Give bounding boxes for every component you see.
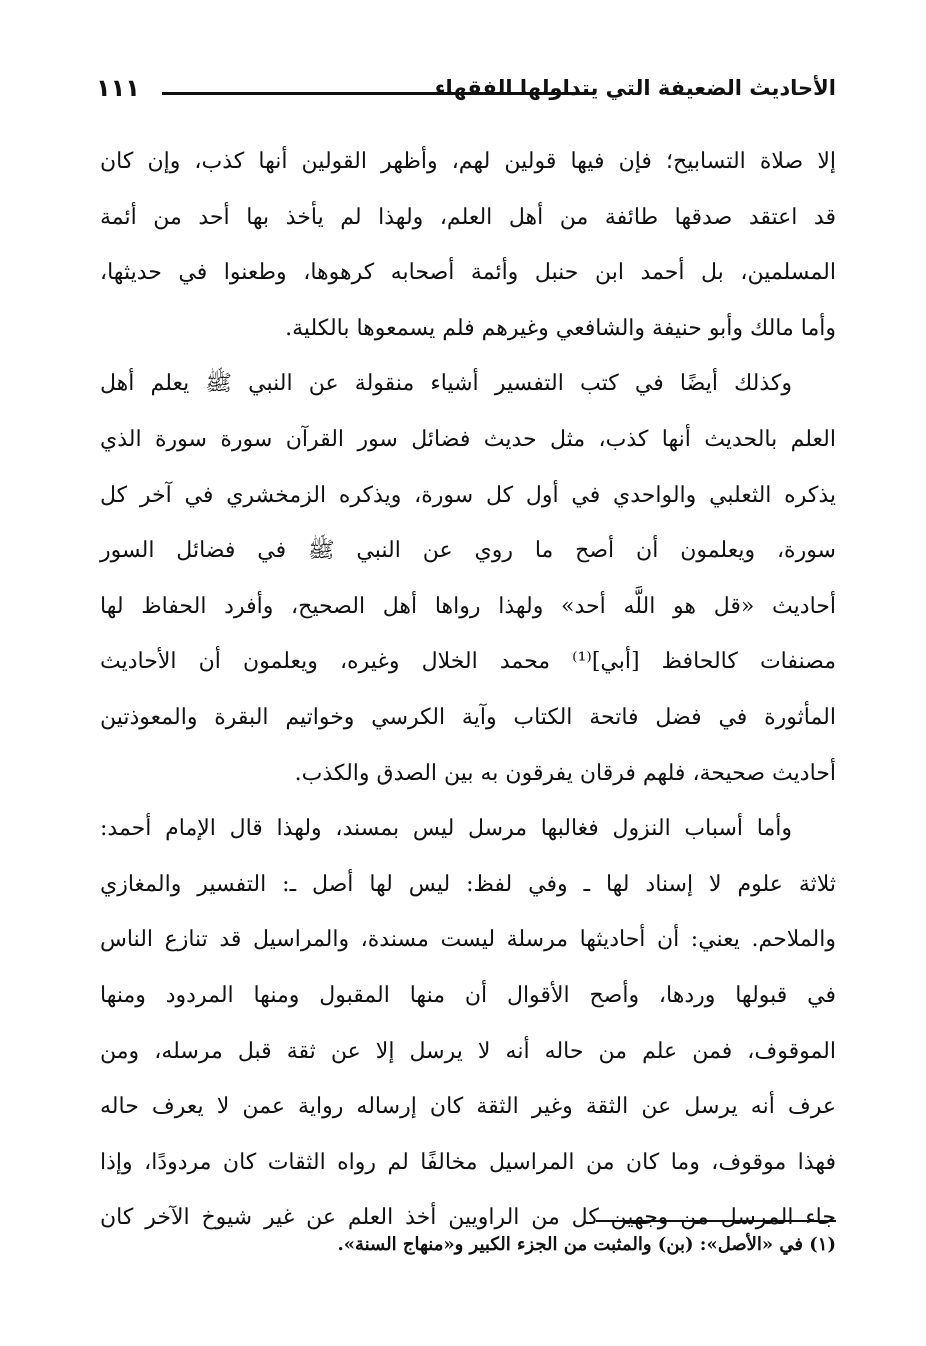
text-line: فهذا موقوف، وما كان من المراسيل مخالفًا لم رواه الثقات كان مردودًا، وإذا bbox=[100, 1149, 836, 1175]
text-line: أحاديث صحيحة، فلهم فرقان يفرقون به بين الصدق والكذب. bbox=[294, 760, 836, 786]
text-line: ثلاثة علوم لا إسناد لها ـ وفي لفظ: ليس لها أصل ـ: التفسير والمغازي bbox=[100, 871, 836, 897]
header-rule bbox=[162, 92, 592, 95]
footnote-rule bbox=[596, 1220, 836, 1222]
text-line: عرف أنه يرسل عن الثقة وغير الثقة كان إرساله رواية عمن لا يعرف حاله bbox=[100, 1094, 836, 1120]
text-line: والملاحم. يعني: أن أحاديثها مرسلة ليست مسندة، والمراسيل قد تنازع الناس bbox=[100, 927, 836, 953]
body-text bbox=[100, 134, 836, 1246]
page-header bbox=[96, 72, 836, 112]
paragraph-3 bbox=[100, 801, 836, 1246]
page-number: ١١١ bbox=[96, 74, 140, 102]
text-line: في قبولها وردها، وأصح الأقوال أن منها المقبول ومنها المردود ومنها bbox=[100, 982, 836, 1008]
text-line: جاء المرسل من وجهين كل من الراويين أخذ العلم عن غير شيوخ الآخر كان bbox=[100, 1205, 836, 1231]
text-line: المسلمين، بل أحمد ابن حنبل وأئمة أصحابه كرهوها، وطعنوا في حديثها، bbox=[100, 260, 837, 286]
text-line: سورة، ويعلمون أن أصح ما روي عن النبي ﷺ في فضائل السور bbox=[100, 538, 836, 564]
text-line: إلا صلاة التسابيح؛ فإن فيها قولين لهم، وأظهر القولين أنها كذب، وإن كان bbox=[100, 149, 836, 174]
paragraph-2 bbox=[100, 356, 836, 801]
text-line: يذكره الثعلبي والواحدي في أول كل سورة، ويذكره الزمخشري في آخر كل bbox=[100, 482, 836, 508]
text-line: وأما مالك وأبو حنيفة والشافعي وغيرهم فلم يسمعوها بالكلية. bbox=[285, 315, 836, 341]
text-line: قد اعتقد صدقها طائفة من أهل العلم، ولهذا لم يأخذ بها أحد من أئمة bbox=[100, 204, 836, 230]
text-line: مصنفات كالحافظ [أبي]⁽¹⁾ محمد الخلال وغيره، ويعلمون أن الأحاديث bbox=[100, 649, 836, 675]
running-title: الأحاديث الضعيفة التي يتداولها الفقهاء bbox=[434, 76, 836, 100]
text-line: أحاديث «قل هو اللَّه أحد» ولهذا رواها أهل الصحيح، وأفرد الحفاظ لها bbox=[100, 593, 836, 619]
text-line: وأما أسباب النزول فغالبها مرسل ليس بمسند، ولهذا قال الإمام أحمد: bbox=[100, 816, 792, 842]
text-line: العلم بالحديث أنها كذب، مثل حديث فضائل سور القرآن سورة سورة الذي bbox=[100, 426, 836, 452]
text-line: المأثورة في فضل فاتحة الكتاب وآية الكرسي وخواتيم البقرة والمعوذتين bbox=[100, 704, 836, 730]
paragraph-1 bbox=[100, 134, 836, 356]
text-line: وكذلك أيضًا في كتب التفسير أشياء منقولة عن النبي ﷺ يعلم أهل bbox=[100, 371, 792, 397]
text-line: الموقوف، فمن علم من حاله أنه لا يرسل إلا عن ثقة قبل مرسله، ومن bbox=[100, 1038, 836, 1064]
footnote: (١) في «الأصل»: (بن) والمثبت من الجزء الكبير و«منهاج السنة». bbox=[337, 1234, 836, 1255]
